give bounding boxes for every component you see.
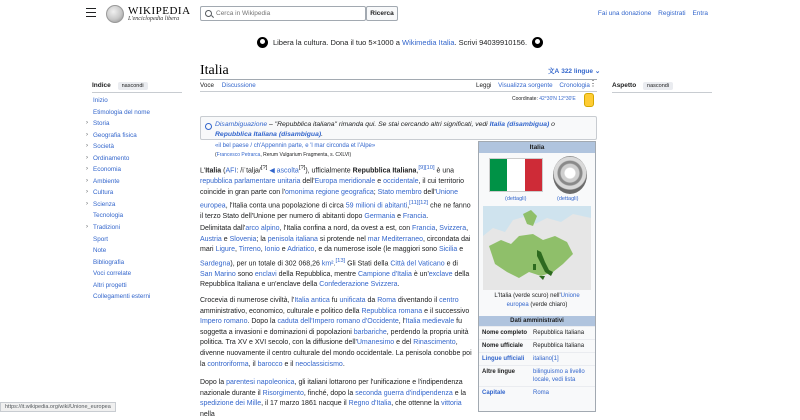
page-title: Italia — [200, 63, 229, 78]
infobox-row — [479, 339, 595, 352]
toc-item[interactable] — [84, 270, 194, 282]
flag-details-link[interactable]: (dettagli) — [505, 196, 527, 202]
repubblica-disambigua-link[interactable]: Repubblica Italiana (disambigua) — [215, 130, 322, 138]
disambiguation-icon — [205, 123, 212, 130]
toc-item-label: Economia — [93, 166, 122, 174]
toc-item[interactable] — [84, 155, 194, 167]
chevron-down-icon: ⌄ — [594, 68, 601, 75]
toc-item-label: Bibliografia — [93, 258, 125, 266]
infobox-row — [479, 386, 595, 399]
toc-item-label: Società — [93, 143, 115, 151]
logo-word: WIKIPEDIA — [128, 5, 191, 17]
main-menu-icon[interactable] — [86, 8, 96, 18]
appearance-divider — [612, 92, 712, 93]
languages-label: 322 lingue — [561, 68, 593, 75]
toc-item-label: Tecnologia — [93, 212, 124, 220]
infobox-key-link[interactable]: Lingue ufficiali — [482, 356, 525, 362]
logo-tagline: L'enciclopedia libera — [128, 16, 180, 22]
wikipedia-wordmark[interactable] — [128, 5, 191, 22]
quote-author-link[interactable]: Francesco Petrarca — [216, 152, 261, 158]
banner-text-before: Libera la cultura. Dona il tuo 5×1000 a — [272, 38, 402, 47]
chevron-right-icon[interactable]: › — [86, 189, 88, 196]
toc-item-label: Cultura — [93, 189, 114, 197]
infobox-row — [479, 352, 595, 365]
chevron-right-icon[interactable]: › — [86, 224, 88, 231]
translate-icon: 文A — [548, 68, 560, 75]
europe-map-image — [483, 206, 591, 290]
toc-item-label: Altri progetti — [93, 281, 127, 289]
toc-item[interactable] — [84, 97, 194, 109]
disambiguation-hatnote — [200, 116, 597, 140]
lead-paragraph-4: Dopo la parentesi napoleonica, gli italiani lottarono per l'unificazione e l'indipendenza nazionale durante il Risorgimento, finché, dopo la seconda guerra d'indipendenza e la spedizione dei Mille, il 17 marzo 1861 nacque il Regno d'Italia, che ottenne la vittoria nella — [200, 379, 466, 418]
emblem-of-italy[interactable] — [553, 156, 587, 194]
infobox-value-link[interactable]: italiano[1] — [533, 356, 559, 362]
infobox-value-link[interactable]: Roma — [533, 390, 550, 396]
toc-item[interactable] — [84, 282, 194, 294]
header — [0, 0, 800, 28]
chevron-right-icon[interactable]: › — [86, 154, 88, 161]
toc-item-label: Tradizioni — [93, 224, 121, 232]
wikipedia-globe-logo[interactable] — [106, 5, 124, 23]
register-link[interactable]: Registrati — [658, 10, 686, 17]
hatnote-text: . — [321, 130, 324, 138]
login-link[interactable]: Entra — [692, 10, 708, 17]
tab-voce[interactable]: Voce — [200, 82, 214, 92]
appearance-hide-button[interactable]: nascondi — [643, 82, 673, 90]
toc-item-label: Voci correlate — [93, 270, 132, 278]
toc-item-label: Ordinamento — [93, 154, 130, 162]
toc-item-label: Collegamenti esterni — [93, 293, 151, 301]
flag-stripe-green — [490, 159, 507, 191]
infobox-section-header: Dati amministrativi — [479, 316, 595, 326]
chevron-right-icon[interactable]: › — [86, 131, 88, 138]
toc-item[interactable] — [84, 109, 194, 121]
chevron-right-icon[interactable]: › — [86, 166, 88, 173]
toc-item[interactable] — [84, 201, 194, 213]
toc-item[interactable] — [84, 259, 194, 271]
table-of-contents — [84, 97, 194, 305]
tab-visualizza-sorgente[interactable]: Visualizza sorgente — [498, 82, 553, 89]
italia-disambigua-link[interactable]: Italia (disambigua) — [489, 121, 550, 128]
lead-paragraph-2: Delimitata dall'arco alpino, l'Italia confina a nord, da ovest a est, con Francia, Svizzera, Austria e Slovenia; la penisola italiana si protende nel mar Mediterraneo, circondata dai mari Ligure, Tirreno, Ionio e Adriatico, e da numerose isole (le maggiori sono Sicilia e Sardegna), per un totale di 302 068,26 km².[13] Gli Stati della Città del Vaticano e di San Marino sono enclavi della Repubblica, mentre Campione d'Italia è un'exclave della Repubblica Italiana e un'enclave della Confederazione Svizzera. — [200, 225, 471, 289]
location-map[interactable] — [483, 206, 591, 290]
coordinates — [512, 96, 576, 102]
toc-item-label: Scienza — [93, 200, 116, 208]
donate-link[interactable]: Fai una donazione — [597, 10, 652, 17]
lead-paragraph-1: L'Italia (AFI: /iˈtalja/[?] ◀ ascolta[?]), ufficialmente Repubblica Italiana,[9][10] è una repubblica parlamentare unitaria dell'Europa meridionale e occidentale, il cui territorio coincide in gran parte con l'omonima regione geografica; Stato membro dell'Unione europea, l'Italia conta una popolazione di circa 59 milioni di abitanti,[11][12] che ne fanno il terzo Stato dell'Unione per numero di abitanti dopo Germania e Francia. — [200, 165, 471, 221]
toc-title: Indice — [92, 82, 111, 89]
status-bar-url: https://it.wikipedia.org/wiki/Unione_europea — [0, 402, 116, 412]
infobox-key: Nome completo — [482, 330, 528, 336]
toc-item[interactable] — [84, 178, 194, 190]
chevron-right-icon[interactable]: › — [86, 200, 88, 207]
wikimedia-logo-icon — [257, 37, 268, 48]
title-divider — [200, 79, 597, 80]
toc-item[interactable] — [84, 189, 194, 201]
quote-source: (Francesco Petrarca, Rerum Vulgarium Fragmenta, s. CXLVI) — [215, 152, 352, 158]
appearance-title: Aspetto — [612, 82, 637, 89]
hatnote-text: – "Repubblica italiana" rimanda qui. Se stai cercando altri significati, vedi — [267, 121, 490, 128]
lead-paragraph-3: Crocevia di numerose civiltà, l'Italia antica fu unificata da Roma diventando il centro amministrativo, economico, culturale e politico della Repubblica romana e il successivo Impero romano. Dopo la caduta dell'Impero romano d'Occidente, l'Italia medievale fu soggetta a invasioni e dominazioni di popolazioni barbariche, perdendo la propria unità politica. Tra XV e XVI secolo, con la diffusione dell'Umanesimo e del Rinascimento, divenne nuovamente il centro culturale del mondo occidentale. La penisola conobbe poi la controriforma, il barocco e il neoclassicismo. — [200, 297, 472, 368]
search-button[interactable]: Ricerca — [366, 6, 398, 21]
toc-item[interactable] — [84, 293, 194, 305]
infobox-key: Altre lingue — [482, 369, 516, 375]
chevron-right-icon[interactable]: › — [86, 143, 88, 150]
more-options-icon[interactable]: ⋮ — [589, 79, 597, 88]
languages-button[interactable] — [548, 66, 600, 75]
infobox-value: Repubblica Italiana — [533, 330, 585, 336]
flag-of-italy[interactable] — [489, 158, 543, 192]
toc-divider — [92, 92, 182, 93]
tab-leggi[interactable]: Leggi — [476, 82, 491, 92]
disambiguation-link[interactable]: Disambiguazione — [215, 121, 268, 128]
hatnote-text: o — [549, 121, 555, 128]
chevron-right-icon[interactable]: › — [86, 120, 88, 127]
coordinates-link[interactable]: 42°30′N 12°30′E — [539, 96, 576, 102]
toc-item[interactable] — [84, 236, 194, 248]
quote-line: «il bel paese / ch'Appennin parte, e 'l mar circonda et l'Alpe» — [215, 143, 376, 149]
toc-item[interactable] — [84, 166, 194, 178]
infobox-row — [479, 365, 595, 386]
infobox-symbols — [479, 153, 595, 203]
toc-item[interactable] — [84, 120, 194, 132]
infobox-key: Nome ufficiale — [482, 343, 524, 349]
search-icon — [205, 10, 212, 17]
toc-item-label: Sport — [93, 235, 109, 243]
toc-item-label: Note — [93, 247, 107, 255]
tab-discussione[interactable]: Discussione — [221, 82, 256, 89]
chevron-right-icon[interactable]: › — [86, 177, 88, 184]
infobox — [478, 141, 596, 412]
tabs-divider — [200, 91, 597, 92]
infobox-row — [479, 326, 595, 339]
emblem-details-link[interactable]: (dettagli) — [557, 196, 579, 202]
search-box — [200, 6, 366, 21]
infobox-value-link[interactable]: bilinguismo a livello locale, vedi lista — [533, 369, 585, 383]
user-links — [593, 10, 708, 17]
toc-item-label: Geografia fisica — [93, 131, 137, 139]
flag-stripe-red — [525, 159, 542, 191]
toc-item[interactable] — [84, 132, 194, 144]
coordinates-label: Coordinate: — [512, 96, 538, 102]
toc-item-label: Ambiente — [93, 177, 120, 185]
toc-item[interactable] — [84, 212, 194, 224]
toc-hide-button[interactable]: nascondi — [118, 82, 148, 90]
toc-item[interactable] — [84, 247, 194, 259]
toc-header — [92, 82, 148, 90]
toc-item-label: Inizio — [93, 97, 108, 104]
search-input[interactable] — [216, 8, 364, 19]
tab-cronologia[interactable]: Cronologia — [559, 82, 590, 89]
map-caption: L'Italia (verde scuro) nell'Unione europea (verde chiaro) — [494, 293, 580, 308]
toc-item[interactable] — [84, 224, 194, 236]
eu-link[interactable]: Unione europea — [506, 293, 580, 308]
infobox-key-link[interactable]: Capitale — [482, 390, 506, 396]
toc-item[interactable] — [84, 143, 194, 155]
epigraph-quote — [215, 142, 375, 160]
infobox-title: Italia — [479, 142, 595, 153]
toc-item-label: Etimologia del nome — [93, 108, 151, 116]
banner-text-after: . Scrivi 94039910156. — [454, 38, 528, 47]
padlock-icon[interactable] — [584, 93, 594, 107]
site-notice-banner — [0, 37, 800, 48]
flag-stripe-white — [507, 159, 524, 191]
appearance-header — [612, 82, 673, 90]
toc-item-label: Storia — [93, 120, 110, 128]
banner-link[interactable]: Wikimedia Italia — [401, 38, 455, 47]
infobox-value: Repubblica Italiana — [533, 343, 585, 349]
wikimedia-logo-icon — [532, 37, 543, 48]
